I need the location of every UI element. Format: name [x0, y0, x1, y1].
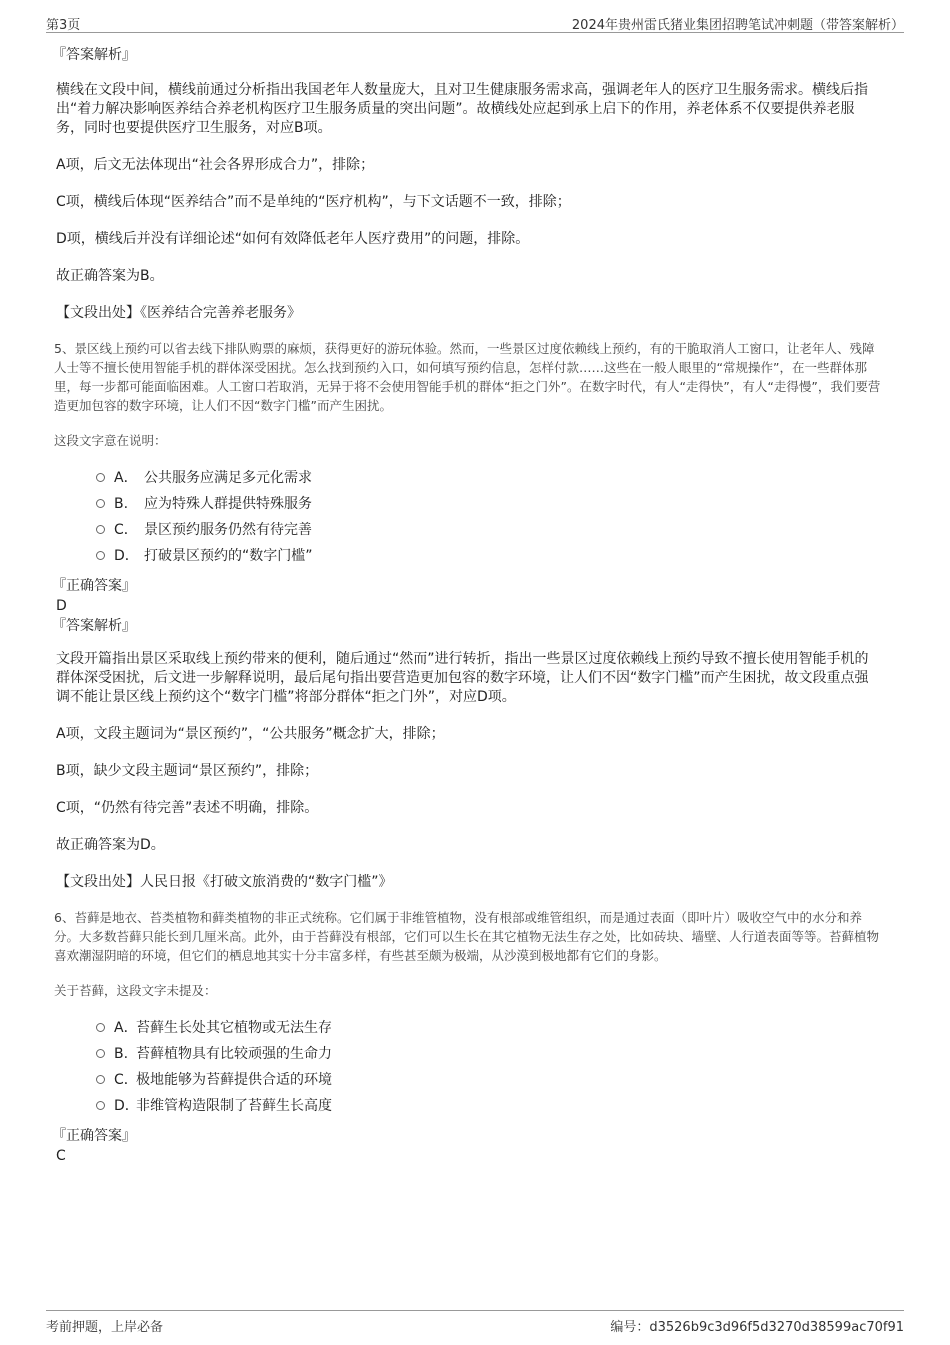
q5-passage: 5、景区线上预约可以省去线下排队购票的麻烦，获得更好的游玩体验。然而，一些景区过度依赖线上预约，有的干脆取消人工窗口，让老年人、残障人士等不擅长使用智能手机的群体深受困扰。怎么找到预约入口，如何填写预约信息，怎样付款……这些在一般人眼里的“常规操作”，在一些群体那里，每一步都可能面临困难。人工窗口若取消，无异于将不会使用智能手机的群体“拒之门外”。在数字时代，有人“走得快”，有人“走得慢”，我们要营造更加包容的数字环境，让人们不因“数字门槛”而产生困扰。: [54, 341, 881, 413]
radio-icon[interactable]: [96, 1049, 105, 1058]
q6-option-b[interactable]: B. 苔藓植物具有比较顽强的生命力: [56, 1041, 882, 1067]
q5-option-d[interactable]: D． 打破景区预约的“数字门槛”: [56, 543, 882, 569]
q6-answer: C: [56, 1148, 66, 1164]
radio-icon[interactable]: [96, 551, 105, 560]
document-code: [610, 1316, 904, 1335]
q5-option-b[interactable]: B. 应为特殊人群提供特殊服务: [56, 491, 882, 517]
code-value: d3526b9c3d96f5d3270d38599ac70f91: [649, 1320, 904, 1335]
q5-analysis-text: 文段开篇指出景区采取线上预约带来的便利，随后通过“然而”进行转折，指出一些景区过度依赖线上预约导致不擅长使用智能手机的群体深受困扰，后文进一步解释说明，最后尾句指出要营造更加包容的数字环境，让人们不因“数字门槛”而产生困扰，故文段重点强调不能让景区线上预约这个“数字门槛”将部分群体“拒之门外”，对应D项。: [56, 651, 869, 705]
document-title: 2024年贵州雷氏猪业集团招聘笔试冲刺题（带答案解析）: [571, 18, 904, 33]
q4-option-c-note: C项，横线后体现“医养结合”而不是单纯的“医疗机构”，与下文话题不一致，排除；: [56, 194, 571, 210]
page-number: 第3页: [46, 18, 81, 33]
radio-icon[interactable]: [96, 1075, 105, 1084]
page-content: [52, 46, 882, 1166]
q6-options: [56, 1015, 882, 1119]
radio-icon[interactable]: [96, 499, 105, 508]
q5-option-c-note: C项，“仍然有待完善”表述不明确，排除。: [56, 800, 319, 816]
q4-source: 【文段出处】《医养结合完善养老服务》: [56, 305, 301, 321]
page-header: [46, 12, 904, 33]
footer-slogan: 考前押题，上岸必备: [46, 1320, 164, 1335]
q4-option-a-note: A项，后文无法体现出“社会各界形成合力”，排除；: [56, 157, 375, 173]
code-label: 编号：: [610, 1320, 650, 1335]
radio-icon[interactable]: [96, 1023, 105, 1032]
q5-answer-label: 『正确答案』: [52, 578, 136, 594]
q5-option-a[interactable]: A． 公共服务应满足多元化需求: [56, 465, 882, 491]
page-footer: [46, 1310, 904, 1335]
q5-option-a-note: A项，文段主题词为“景区预约”，“公共服务”概念扩大，排除；: [56, 726, 445, 742]
q4-analysis-label: 『答案解析』: [52, 47, 136, 63]
q6-option-a[interactable]: A．苔藓生长处其它植物或无法生存: [56, 1015, 882, 1041]
q6-option-c[interactable]: C．极地能够为苔藓提供合适的环境: [56, 1067, 882, 1093]
q4-analysis-text: 横线在文段中间，横线前通过分析指出我国老年人数量庞大，且对卫生健康服务需求高，强调老年人的医疗卫生服务需求。横线后指出“着力解决影响医养结合养老机构医疗卫生服务质量的突出问题”。故横线处应起到承上启下的作用，养老体系不仅要提供养老服务，同时也要提供医疗卫生服务，对应B项。: [56, 82, 868, 136]
q5-source: 【文段出处】人民日报《打破文旅消费的“数字门槛”》: [56, 874, 393, 890]
q5-option-c[interactable]: C． 景区预约服务仍然有待完善: [56, 517, 882, 543]
q5-option-b-note: B项，缺少文段主题词“景区预约”，排除；: [56, 763, 319, 779]
radio-icon[interactable]: [96, 1101, 105, 1110]
radio-icon[interactable]: [96, 473, 105, 482]
q5-prompt: 这段文字意在说明：: [54, 433, 167, 448]
q5-options: [56, 465, 882, 569]
q5-answer: D: [56, 598, 67, 614]
q4-option-d-note: D项，横线后并没有详细论述“如何有效降低老年人医疗费用”的问题，排除。: [56, 231, 530, 247]
q6-prompt: 关于苔藓，这段文字未提及：: [54, 983, 217, 998]
radio-icon[interactable]: [96, 525, 105, 534]
q6-passage: 6、苔藓是地衣、苔类植物和藓类植物的非正式统称。它们属于非维管植物，没有根部或维管组织，而是通过表面（即叶片）吸收空气中的水分和养分。大多数苔藓只能长到几厘米高。此外，由于苔藓没有根部，它们可以生长在其它植物无法生存之处，比如砖块、墙壁、人行道表面等等。苔藓植物喜欢潮湿阴暗的环境，但它们的栖息地其实十分丰富多样，有些甚至颇为极端，从沙漠到极地都有它们的身影。: [54, 910, 880, 963]
q6-option-d[interactable]: D．非维管构造限制了苔藓生长高度: [56, 1093, 882, 1119]
q4-conclusion: 故正确答案为B。: [56, 268, 164, 284]
q5-analysis-label: 『答案解析』: [52, 618, 136, 634]
q5-conclusion: 故正确答案为D。: [56, 837, 165, 853]
q6-answer-label: 『正确答案』: [52, 1128, 136, 1144]
